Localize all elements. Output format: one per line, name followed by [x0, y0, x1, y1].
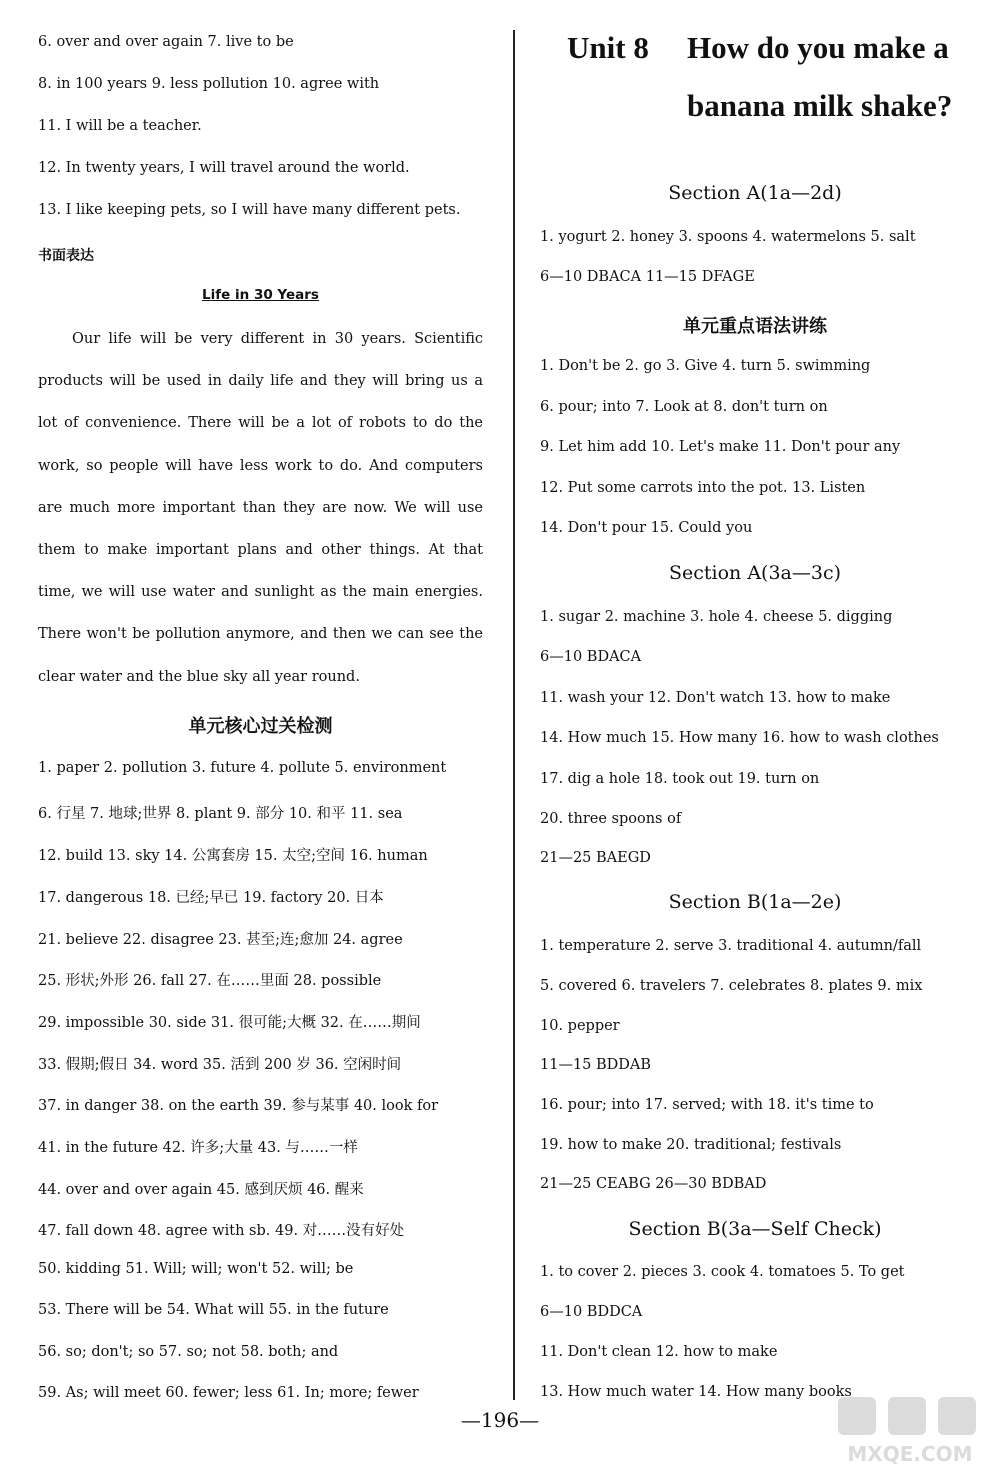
- answer-line: 12. build 13. sky 14. 公寓套房 15. 太空;空间 16. human: [38, 848, 428, 864]
- unit-title-line-1: How do you make a: [687, 30, 949, 65]
- answer-line: 33. 假期;假日 34. word 35. 活到 200 岁 36. 空闲时间: [38, 1057, 402, 1073]
- answer-line: 12. In twenty years, I will travel around the world.: [38, 160, 410, 176]
- writing-heading: 书面表达: [38, 248, 94, 264]
- answer-line: 12. Put some carrots into the pot. 13. Listen: [540, 480, 866, 496]
- answer-line: 53. There will be 54. What will 55. in the future: [38, 1302, 389, 1318]
- svg-text:MXQE.COM: MXQE.COM: [847, 1442, 973, 1466]
- answer-line: 29. impossible 30. side 31. 很可能;大概 32. 在……期间: [38, 1015, 421, 1031]
- answer-line: 21. believe 22. disagree 23. 甚至;连;愈加 24. agree: [38, 932, 403, 948]
- answer-line: 20. three spoons of: [540, 811, 682, 827]
- answer-line: 8. in 100 years 9. less pollution 10. agree with: [38, 76, 380, 92]
- essay-paragraph: Our life will be very different in 30 years. Scientific products will be used in daily life and they will bring us a lot of convenience. There will be a lot of robots to do the work, so people will have less work to do. And computers are much more important than they are now. We will use them to make important plans and other things. At that time, we will use water and sunlight as the main energies. There won't be pollution anymore, and then we can see the clear water and the blue sky all year round.: [38, 331, 483, 685]
- answer-line: 21—25 BAEGD: [540, 850, 651, 866]
- section-title: Section B(1a—2e): [668, 891, 842, 913]
- answer-line: 56. so; don't; so 57. so; not 58. both; and: [38, 1344, 339, 1360]
- section-title: Section A(3a—3c): [668, 562, 842, 584]
- answer-line: 6. 行星 7. 地球;世界 8. plant 9. 部分 10. 和平 11. sea: [38, 806, 403, 822]
- answer-line: 21—25 CEABG 26—30 BDBAD: [540, 1176, 767, 1192]
- answer-line: 6—10 DBACA 11—15 DFAGE: [540, 269, 755, 285]
- answer-line: 5. covered 6. travelers 7. celebrates 8. plates 9. mix: [540, 978, 923, 994]
- answer-line: 41. in the future 42. 许多;大量 43. 与……一样: [38, 1140, 358, 1156]
- answer-line: 1. Don't be 2. go 3. Give 4. turn 5. swimming: [540, 358, 871, 374]
- section-title: Section A(1a—2d): [668, 182, 842, 204]
- answer-line: 37. in danger 38. on the earth 39. 参与某事 40. look for: [38, 1098, 439, 1114]
- answer-line: 1. to cover 2. pieces 3. cook 4. tomatoes 5. To get: [540, 1264, 905, 1280]
- answer-line: 9. Let him add 10. Let's make 11. Don't pour any: [540, 439, 901, 455]
- answer-line: 1. sugar 2. machine 3. hole 4. cheese 5. digging: [540, 609, 893, 625]
- unit-label: Unit 8: [567, 30, 649, 65]
- answer-line: 13. I like keeping pets, so I will have many different pets.: [38, 202, 461, 218]
- answer-line: 16. pour; into 17. served; with 18. it's time to: [540, 1097, 874, 1113]
- unit-title-line-2: banana milk shake?: [687, 88, 953, 123]
- answer-line: 13. How much water 14. How many books: [540, 1384, 852, 1400]
- answer-line: 1. yogurt 2. honey 3. spoons 4. watermelons 5. salt: [540, 229, 916, 245]
- essay-title: Life in 30 Years: [202, 287, 319, 303]
- answer-line: 11. wash your 12. Don't watch 13. how to make: [540, 690, 891, 706]
- answer-line: 1. paper 2. pollution 3. future 4. pollute 5. environment: [38, 760, 447, 776]
- watermark-logo-icon: [830, 1393, 990, 1468]
- answer-line: 25. 形状;外形 26. fall 27. 在……里面 28. possible: [38, 973, 382, 989]
- answer-line: 17. dig a hole 18. took out 19. turn on: [540, 771, 820, 787]
- answer-line: 6. pour; into 7. Look at 8. don't turn on: [540, 399, 828, 415]
- answer-line: 14. How much 15. How many 16. how to wash clothes: [540, 730, 939, 746]
- answer-line: 6. over and over again 7. live to be: [38, 34, 294, 50]
- answer-line: 47. fall down 48. agree with sb. 49. 对……没有好处: [38, 1223, 405, 1239]
- answer-line: 14. Don't pour 15. Could you: [540, 520, 753, 536]
- answer-line: 10. pepper: [540, 1018, 620, 1034]
- answer-line: 11. I will be a teacher.: [38, 118, 202, 134]
- answer-line: 59. As; will meet 60. fewer; less 61. In; more; fewer: [38, 1385, 419, 1401]
- column-divider: [513, 30, 515, 1400]
- answer-line: 11. Don't clean 12. how to make: [540, 1344, 778, 1360]
- grammar-heading: 单元重点语法讲练: [683, 316, 827, 337]
- check-heading: 单元核心过关检测: [188, 716, 333, 737]
- answer-line: 50. kidding 51. Will; will; won't 52. will; be: [38, 1261, 354, 1277]
- answer-line: 44. over and over again 45. 感到厌烦 46. 醒来: [38, 1182, 364, 1198]
- page-number: —196—: [460, 1408, 540, 1432]
- answer-line: 17. dangerous 18. 已经;早已 19. factory 20. 日本: [38, 890, 384, 906]
- section-title: Section B(3a—Self Check): [628, 1218, 882, 1240]
- answer-line: 1. temperature 2. serve 3. traditional 4. autumn/fall: [540, 938, 922, 954]
- answer-line: 11—15 BDDAB: [540, 1057, 652, 1073]
- answer-line: 6—10 BDDCA: [540, 1304, 643, 1320]
- answer-line: 19. how to make 20. traditional; festivals: [540, 1137, 842, 1153]
- answer-line: 6—10 BDACA: [540, 649, 642, 665]
